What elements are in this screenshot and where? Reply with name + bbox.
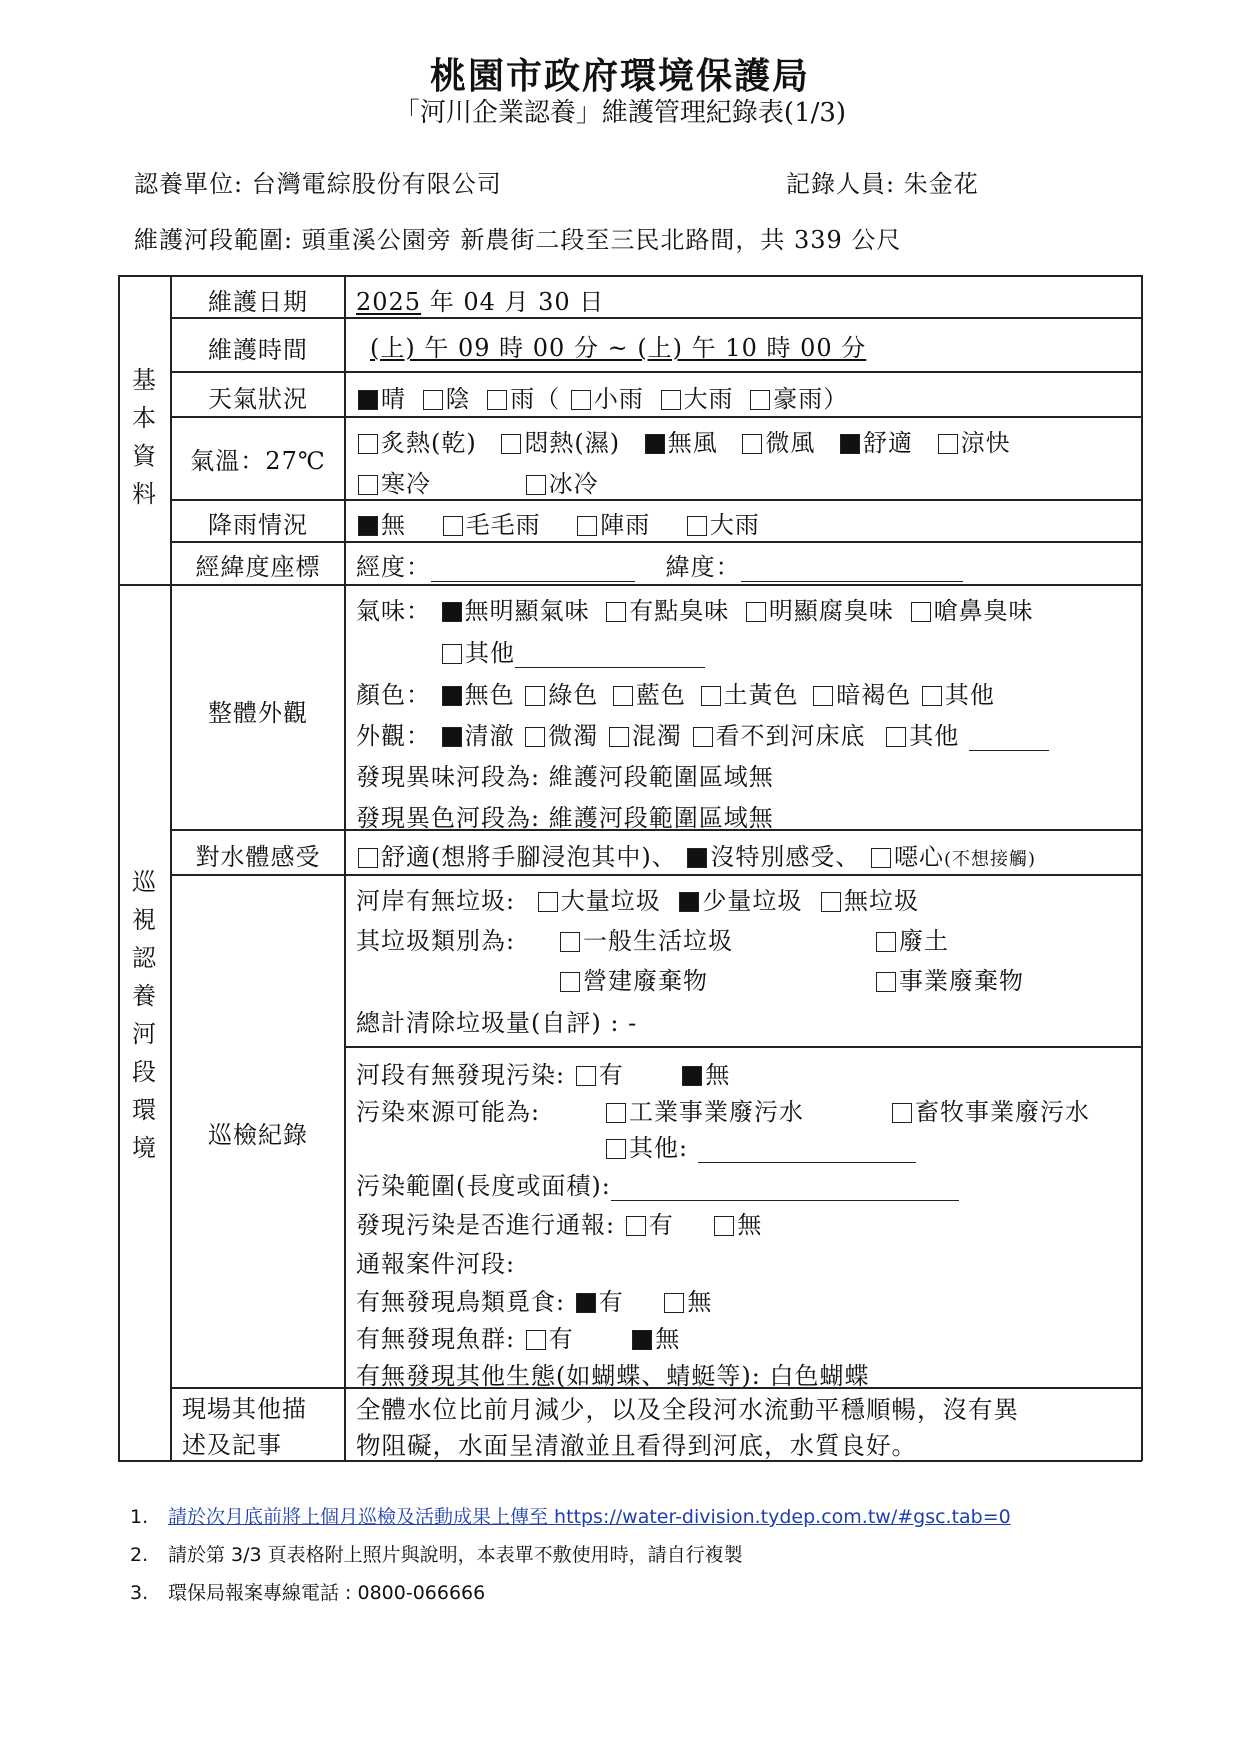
table-border-right [1141, 275, 1143, 1461]
adopter-row [134, 164, 502, 199]
temperature-label: 氣溫：27℃ [190, 447, 326, 475]
color-option[interactable]: 其他 [920, 681, 995, 709]
range-label: 維護河段範圍: [134, 226, 294, 254]
table-border-left [118, 275, 120, 1461]
temp-option[interactable]: 寒冷 [356, 470, 431, 498]
table-border-top [118, 275, 1142, 277]
recorder-value: 朱金花 [903, 170, 979, 198]
color-option[interactable]: 土黃色 [699, 681, 799, 709]
checkbox-icon [606, 1139, 626, 1159]
notes-line1: 全體水位比前月減少，以及全段河水流動平穩順暢，沒有異 [356, 1395, 1019, 1424]
checkbox-icon [577, 516, 597, 536]
section-basic-label: 基 本 資 料 [132, 366, 156, 508]
weather-option[interactable]: 陰 [421, 385, 471, 413]
checkbox-icon [922, 686, 942, 706]
recorder-label: 記錄人員: [786, 170, 896, 198]
checkbox-icon [358, 475, 378, 495]
pollution-source-other-field[interactable] [698, 1142, 916, 1163]
look-row: 外觀： 清澈 微濁 混濁 看不到河床底 其他 [356, 716, 1049, 751]
checkbox-icon [423, 390, 443, 410]
checkbox-icon [664, 1293, 684, 1313]
litter-option[interactable]: 少量垃圾 [677, 887, 802, 915]
checkbox-icon [525, 686, 545, 706]
color-option[interactable]: 藍色 [611, 681, 686, 709]
row-divider [170, 317, 1142, 319]
feeling-option[interactable]: 舒適(想將手腳浸泡其中)、 [356, 843, 677, 871]
checkbox-icon [742, 434, 762, 454]
checkbox-icon [358, 434, 378, 454]
color-option[interactable]: 綠色 [523, 681, 598, 709]
odor-other-row [440, 633, 705, 668]
odor-section-text: 發現異味河段為: 維護河段範圍區域無 [356, 763, 774, 791]
latitude-field[interactable] [741, 561, 963, 582]
litter-type-label: 其垃圾類別為: [356, 927, 516, 955]
temp-option[interactable]: 炙熱(乾) [356, 429, 477, 457]
color-option[interactable]: 無色 [440, 681, 515, 709]
fish-option-no[interactable]: 無 [630, 1325, 680, 1353]
checkbox-icon [821, 892, 841, 912]
checkbox-icon [538, 892, 558, 912]
adopter-value: 台灣電綜股份有限公司 [251, 170, 502, 198]
weather-option[interactable]: 雨（ [485, 385, 560, 413]
checkbox-icon [714, 1216, 734, 1236]
row-divider [170, 874, 1142, 876]
litter-type-option[interactable]: 營建廢棄物 [558, 961, 708, 996]
checkbox-icon [560, 932, 580, 952]
row-divider [170, 541, 1142, 543]
sub-row-divider [344, 1046, 1142, 1048]
date-month-day: 年 04 月 30 日 [429, 288, 605, 316]
latitude-label: 緯度： [665, 553, 741, 581]
checkbox-icon [813, 686, 833, 706]
checkbox-icon [526, 475, 546, 495]
temp-option[interactable]: 無風 [643, 429, 718, 457]
notes-line2: 物阻礙，水面呈清澈並且看得到河底，水質良好。 [356, 1431, 917, 1460]
rain-option[interactable]: 陣雨 [575, 511, 650, 539]
weather-option[interactable]: 小雨 [569, 385, 644, 413]
bird-option-no[interactable]: 無 [662, 1288, 712, 1316]
litter-option[interactable]: 無垃圾 [819, 887, 919, 915]
litter-type-option[interactable]: 廢土 [874, 921, 949, 956]
pollution-range-field[interactable] [611, 1180, 959, 1201]
weather-option[interactable]: 晴 [356, 385, 406, 413]
temperature-options-row1 [356, 423, 1011, 458]
section-divider [118, 584, 1142, 586]
upload-instruction-link[interactable]: 請於次月底前將上個月巡檢及活動成果上傳至 https://water-division.tydep.com.tw/#gsc.tab=0 [168, 1506, 1011, 1528]
checkbox-icon [442, 644, 462, 664]
checkbox-icon [701, 686, 721, 706]
fish-option-yes[interactable]: 有 [524, 1325, 574, 1353]
patrol-label: 巡檢紀錄 [208, 1121, 308, 1149]
checkbox-icon [609, 727, 629, 747]
weather-label: 天氣狀況 [208, 385, 308, 413]
pollution-option-yes[interactable]: 有 [574, 1061, 624, 1089]
footer-item-3: 3. 環保局報案專線電話 : 0800-066666 [130, 1582, 486, 1604]
checkbox-icon [560, 972, 580, 992]
checkbox-checked-icon [632, 1330, 652, 1350]
temp-option[interactable]: 悶熱(濕) [499, 429, 620, 457]
date-value [356, 282, 604, 317]
odor-other-option[interactable]: 其他 [440, 639, 515, 667]
checkbox-icon [526, 1330, 546, 1350]
checkbox-icon [606, 602, 626, 622]
look-option[interactable]: 混濁 [607, 722, 682, 750]
checkbox-icon [871, 848, 891, 868]
checkbox-icon [876, 972, 896, 992]
pollution-source-option[interactable]: 畜牧事業廢污水 [890, 1092, 1090, 1127]
color-row: 顏色： 無色 綠色 藍色 土黃色 暗褐色 其他 [356, 681, 995, 709]
look-option[interactable]: 微濁 [523, 722, 598, 750]
notes-label-line1: 現場其他描 [182, 1395, 307, 1423]
look-option[interactable]: 看不到河床底 [691, 722, 866, 750]
checkbox-checked-icon [442, 686, 462, 706]
litter-total: 總計清除垃圾量(自評) : - [356, 1009, 638, 1037]
feeling-label: 對水體感受 [195, 843, 321, 871]
section-patrol-label: 巡 視 認 養 河 段 環 境 [132, 868, 156, 1162]
color-section-text: 發現異色河段為: 維護河段範圍區域無 [356, 804, 774, 832]
pollution-option-no[interactable]: 無 [680, 1061, 730, 1089]
notes-label-line2: 述及記事 [182, 1431, 282, 1459]
appearance-label: 整體外觀 [208, 699, 308, 727]
rain-label: 降雨情況 [208, 511, 308, 539]
temperature-options-row2 [356, 464, 599, 499]
checkbox-checked-icon [442, 727, 462, 747]
row-divider [170, 371, 1142, 373]
feeling-options [356, 837, 1036, 872]
checkbox-checked-icon [358, 390, 378, 410]
pollution-source-option[interactable]: 工業事業廢污水 [604, 1092, 804, 1127]
col-divider-2 [344, 275, 346, 1461]
checkbox-icon [626, 1216, 646, 1236]
checkbox-checked-icon [682, 1066, 702, 1086]
checkbox-icon [911, 602, 931, 622]
date-year: 2025 [356, 288, 422, 316]
pollution-row: 河段有無發現污染: 有 無 [356, 1061, 731, 1089]
look-option[interactable]: 其他 [884, 722, 959, 750]
checkbox-icon [886, 727, 906, 747]
checkbox-checked-icon [840, 434, 860, 454]
date-label: 維護日期 [208, 288, 308, 316]
odor-option[interactable]: 嗆鼻臭味 [909, 597, 1034, 625]
temp-option[interactable]: 舒適 [838, 429, 913, 457]
weather-option[interactable]: 豪雨） [748, 385, 848, 413]
feeling-option[interactable]: 沒特別感受、 [685, 843, 860, 871]
adopter-label: 認養單位: [134, 170, 244, 198]
odor-option[interactable]: 明顯腐臭味 [744, 597, 894, 625]
rain-option[interactable]: 大雨 [685, 511, 760, 539]
checkbox-checked-icon [358, 516, 378, 536]
row-divider [170, 416, 1142, 418]
weather-options [356, 379, 848, 414]
time-value: (上) 午 09 時 00 分 ~ (上) 午 10 時 00 分 [370, 334, 867, 362]
checkbox-checked-icon [442, 602, 462, 622]
longitude-field[interactable] [431, 561, 635, 582]
checkbox-icon [487, 390, 507, 410]
fish-row: 有無發現魚群: 有 無 [356, 1325, 681, 1353]
footer-item-1: 1. 請於次月底前將上個月巡檢及活動成果上傳至 https://water-division.tydep.com.tw/#gsc.tab=0 [130, 1506, 1011, 1528]
color-option[interactable]: 暗褐色 [811, 681, 911, 709]
footer-item-2: 2. 請於第 3/3 頁表格附上照片與說明，本表單不敷使用時，請自行複製 [130, 1544, 743, 1566]
recorder-row [786, 164, 979, 199]
odor-other-field[interactable] [515, 647, 705, 668]
checkbox-icon [876, 932, 896, 952]
bird-option-yes[interactable]: 有 [574, 1288, 624, 1316]
coordinates-label: 經緯度座標 [195, 553, 321, 581]
record-table [118, 275, 1142, 1461]
odor-option[interactable]: 無明顯氣味 [440, 597, 590, 625]
page-title: 桃園市政府環境保護局 [429, 55, 810, 97]
litter-row: 河岸有無垃圾: 大量垃圾 少量垃圾 無垃圾 [356, 887, 920, 915]
temp-option[interactable]: 微風 [740, 429, 815, 457]
row-divider [170, 499, 1142, 501]
temp-option[interactable]: 涼快 [936, 429, 1011, 457]
checkbox-icon [576, 1066, 596, 1086]
rain-option[interactable]: 毛毛雨 [441, 511, 541, 539]
range-value: 頭重溪公園旁 新農街二段至三民北路間，共 339 公尺 [301, 226, 902, 254]
checkbox-icon [606, 1103, 626, 1123]
checkbox-icon [938, 434, 958, 454]
checkbox-icon [613, 686, 633, 706]
longitude-label: 經度： [356, 553, 431, 581]
litter-type-option[interactable]: 一般生活垃圾 [558, 921, 733, 956]
checkbox-icon [358, 848, 378, 868]
report-row: 發現污染是否進行通報: 有 無 [356, 1211, 763, 1239]
time-label: 維護時間 [208, 336, 308, 364]
range-row [134, 220, 901, 255]
litter-option[interactable]: 大量垃圾 [536, 887, 661, 915]
litter-type-option[interactable]: 事業廢棄物 [874, 961, 1024, 996]
look-other-field[interactable] [969, 730, 1049, 751]
checkbox-icon [661, 390, 681, 410]
checkbox-icon [443, 516, 463, 536]
odor-row: 氣味： 無明顯氣味 有點臭味 明顯腐臭味 嗆鼻臭味 [356, 597, 1034, 625]
temp-option[interactable]: 冰冷 [524, 470, 599, 498]
pollution-source-other [604, 1128, 916, 1163]
checkbox-icon [750, 390, 770, 410]
ecology-row: 有無發現其他生態(如蝴蝶、蜻蜓等): 白色蝴蝶 [356, 1362, 870, 1390]
checkbox-icon [525, 727, 545, 747]
checkbox-icon [693, 727, 713, 747]
checkbox-icon [687, 516, 707, 536]
pollution-source-option[interactable]: 其他: [604, 1134, 688, 1162]
rain-option[interactable]: 無 [356, 511, 406, 539]
pollution-range-row: 污染範圍(長度或面積): [356, 1166, 959, 1201]
coordinates-fields [356, 547, 963, 582]
checkbox-checked-icon [687, 848, 707, 868]
pollution-source-label: 污染來源可能為: [356, 1098, 541, 1126]
form-subtitle: 「河川企業認養」維護管理紀錄表(1/3) [393, 98, 847, 128]
checkbox-icon [501, 434, 521, 454]
rain-options [356, 505, 760, 540]
weather-option[interactable]: 大雨 [659, 385, 734, 413]
checkbox-checked-icon [576, 1293, 596, 1313]
look-option[interactable]: 清澈 [440, 722, 515, 750]
checkbox-checked-icon [645, 434, 665, 454]
checkbox-checked-icon [679, 892, 699, 912]
report-option-no[interactable]: 無 [712, 1211, 762, 1239]
odor-option[interactable]: 有點臭味 [604, 597, 729, 625]
checkbox-icon [892, 1103, 912, 1123]
checkbox-icon [746, 602, 766, 622]
checkbox-icon [571, 390, 591, 410]
feeling-option[interactable]: 噁心(不想接觸) [869, 843, 1036, 871]
report-case-label: 通報案件河段: [356, 1250, 516, 1278]
bird-row: 有無發現鳥類覓食: 有 無 [356, 1288, 713, 1316]
report-option-yes[interactable]: 有 [624, 1211, 674, 1239]
